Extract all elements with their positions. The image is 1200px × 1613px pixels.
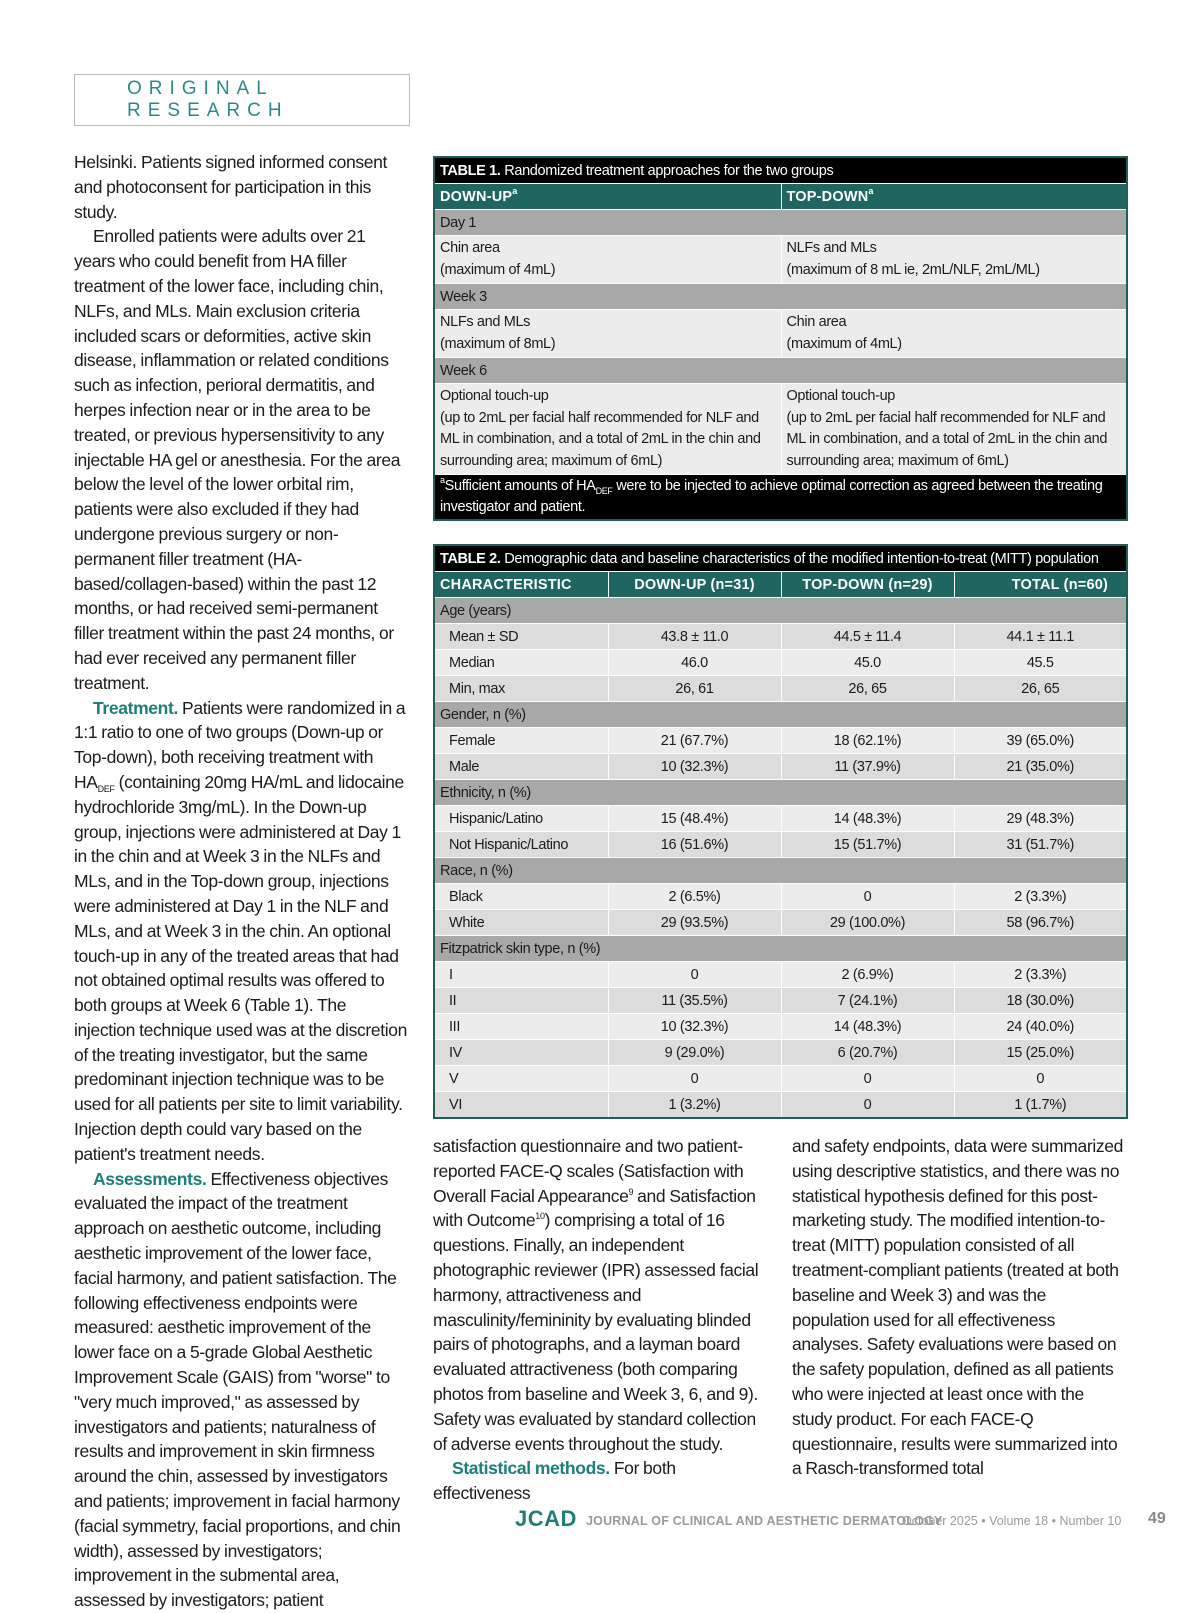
table-cell: 39 (65.0%) [954,728,1127,754]
table-1-footnote: $^a$Sufficient amounts of $HA_{DEF}$ were to be injected to achieve optimal correction as agreed between the treating investigator and patient. [434,475,1127,521]
row-label: Hispanic/Latino [434,806,608,832]
citation: 10 [535,1211,545,1222]
table-cell: 18 (30.0%) [954,988,1127,1014]
row-label: V [434,1066,608,1092]
middle-column [433,1134,769,1506]
table-cell: 15 (25.0%) [954,1040,1127,1066]
table-cell: Chin area (maximum of 4mL) [781,310,1127,358]
table-2-caption: TABLE 2. Demographic data and baseline characteristics of the modified intention-to-treat (MITT) population [434,545,1127,572]
table-cell: 10 (32.3%) [608,1014,781,1040]
col-header-down-up: DOWN-UP (n=31) [608,572,781,598]
page-footer [0,1506,1200,1536]
journal-name: JOURNAL OF CLINICAL AND AESTHETIC DERMATOLOGY [586,1514,943,1528]
group-row-ethnicity: Ethnicity, n (%) [434,780,1127,806]
table-cell: 2 (6.5%) [608,884,781,910]
table-cell: NLFs and MLs (maximum of 8mL) [434,310,781,358]
left-column [74,150,410,1613]
row-label: Male [434,754,608,780]
col-header-top-down: TOP-DOWN (n=29) [781,572,954,598]
row-label: I [434,962,608,988]
table-cell: 14 (48.3%) [781,806,954,832]
subscript: DEF [97,783,115,794]
table-cell: 1 (1.7%) [954,1092,1127,1119]
table-cell: 24 (40.0%) [954,1014,1127,1040]
page-number: 49 [1148,1510,1166,1527]
table-1-caption: TABLE 1. Randomized treatment approaches for the two groups [434,157,1127,184]
table-cell: 15 (51.7%) [781,832,954,858]
table-cell: 2 (3.3%) [954,962,1127,988]
treatment-paragraph [74,696,410,1167]
table-cell: 44.5 ± 11.4 [781,624,954,650]
row-label: III [434,1014,608,1040]
table-cell: 0 [781,1066,954,1092]
table-cell: Optional touch-up (up to 2mL per facial half recommended for NLF and ML in combination, and a total of 2mL in the chin and surrounding area; maximum of 6mL) [434,384,781,475]
row-label: Mean ± SD [434,624,608,650]
row-label: Not Hispanic/Latino [434,832,608,858]
group-row-week6: Week 6 [434,358,1127,384]
col-header-total: TOTAL (n=60) [954,572,1127,598]
statistical-methods-heading: Statistical methods. [452,1458,610,1479]
table-cell: 2 (3.3%) [954,884,1127,910]
table-cell: NLFs and MLs (maximum of 8 mL ie, 2mL/NLF, 2mL/ML) [781,236,1127,284]
row-label: Female [434,728,608,754]
statistical-methods-paragraph [433,1456,769,1506]
table-cell: 0 [608,1066,781,1092]
table-cell: 0 [608,962,781,988]
table-cell: 26, 61 [608,676,781,702]
paragraph: Helsinki. Patients signed informed consent and photoconsent for participation in this study. [74,152,388,222]
table-cell: 0 [954,1066,1127,1092]
table-cell: 11 (37.9%) [781,754,954,780]
paragraph: and safety endpoints, data were summarized using descriptive statistics, and there was no statistical hypothesis defined for this post-marketing study. The modified intention-to-treat (MITT) population consisted of all treatment-compliant patients (treated at both baseline and Week 3) and was the population used for all effectiveness analyses. Safety evaluations were based on the safety population, defined as all patients who were injected at least once with the study product. For each FACE-Q questionnaire, results were summarized into a Rasch-transformed total [792,1136,1124,1479]
issue-info: October 2025 • Volume 18 • Number 10 [902,1514,1122,1528]
row-label: VI [434,1092,608,1119]
table-cell: Optional touch-up (up to 2mL per facial half recommended for NLF and ML in combination, and a total of 2mL in the chin and surrounding area; maximum of 6mL) [781,384,1127,475]
group-row-week3: Week 3 [434,284,1127,310]
table-cell: 6 (20.7%) [781,1040,954,1066]
table-cell: 0 [781,884,954,910]
row-label: Median [434,650,608,676]
text-span: (containing 20mg HA/mL and lidocaine hydrochloride 3mg/mL). In the Down-up group, injections were administered at Day 1 in the chin and at Week 3 in the NLFs and MLs, and in the Top-down group, injections were administered at Day 1 in the NLF and MLs, and at Week 3 in the chin. An optional touch-up in any of the treated areas that had not obtained optimal results was offered to both groups at Week 6 (Table 1). The injection technique used was at the discretion of the treating investigator, but the same predominant injection technique was to be used for all patients per site to limit variability. Injection depth could vary based on the patient's treatment needs. [74,771,408,1164]
table-cell: 15 (48.4%) [608,806,781,832]
text-span: and Satisfaction with Outcome [433,1185,756,1231]
table-cell: 29 (93.5%) [608,910,781,936]
table-cell: 14 (48.3%) [781,1014,954,1040]
table-cell: 1 (3.2%) [608,1092,781,1119]
table-cell: 29 (48.3%) [954,806,1127,832]
table-cell: 7 (24.1%) [781,988,954,1014]
table-cell: 21 (35.0%) [954,754,1127,780]
text-span: For both effectiveness [433,1458,676,1504]
table-cell: 29 (100.0%) [781,910,954,936]
paragraph: Enrolled patients were adults over 21 years who could benefit from HA filler treatment of the lower face, including chin, NLFs, and MLs. Main exclusion criteria included scars or deformities, active skin disease, inflammation or related conditions such as infection, perioral dermatitis, and herpes infection near or in the area to be treated, or previous hypersensitivity to any injectable HA gel or anesthesia. For the area below the level of the lower orbital rim, patients were also excluded if they had undergone previous surgery or non-permanent filler treatment (HA-based/collagen-based) within the past 12 months, or had received semi-permanent filler treatment within the past 24 months, or had ever received any permanent filler treatment. [74,226,401,693]
row-label: White [434,910,608,936]
table-2 [433,544,1128,1119]
group-row-fitzpatrick: Fitzpatrick skin type, n (%) [434,936,1127,962]
group-row-gender: Gender, n (%) [434,702,1127,728]
table-cell: 45.0 [781,650,954,676]
row-label: IV [434,1040,608,1066]
text-span: satisfaction questionnaire and two patient-reported FACE-Q scales (Satisfaction with Overall Facial Appearance [433,1136,744,1206]
group-row-day1: Day 1 [434,210,1127,236]
paragraph [433,1134,769,1456]
table-cell: 9 (29.0%) [608,1040,781,1066]
col-header-top-down: TOP-DOWN$^a$ [781,184,1127,210]
table-cell: 46.0 [608,650,781,676]
assessments-paragraph [74,1167,410,1613]
section-label: ORIGINAL RESEARCH [74,74,410,126]
table-cell: 21 (67.7%) [608,728,781,754]
table-cell: 16 (51.6%) [608,832,781,858]
table-cell: 2 (6.9%) [781,962,954,988]
table-cell: 43.8 ± 11.0 [608,624,781,650]
treatment-heading: Treatment. [93,697,178,718]
table-cell: 11 (35.5%) [608,988,781,1014]
table-cell: 26, 65 [781,676,954,702]
table-cell: 18 (62.1%) [781,728,954,754]
col-header-down-up: DOWN-$UP^a$ [434,184,781,210]
text-span: Effectiveness objectives evaluated the impact of the treatment approach on aesthetic outcome, including aesthetic improvement of the lower face, facial harmony, and patient satisfaction. The following effectiveness endpoints were measured: aesthetic improvement of the lower face on a 5-grade Global Aesthetic Improvement Scale (GAIS) from "worse" to "very much improved," as assessed by investigators and patients; naturalness of results and improvement in skin firmness around the chin, assessed by investigators and patients; improvement in facial harmony (facial symmetry, facial proportions, and chin width), assessed by investigators; improvement in the submental area, assessed by investigators; patient [74,1168,401,1611]
journal-logo: JCAD [515,1506,577,1531]
group-row-age: Age (years) [434,598,1127,624]
citation: 9 [628,1186,634,1197]
col-header-characteristic: CHARACTERISTIC [434,572,608,598]
right-column [792,1134,1126,1481]
group-row-race: Race, n (%) [434,858,1127,884]
table-cell: 45.5 [954,650,1127,676]
table-cell: 58 (96.7%) [954,910,1127,936]
table-cell: 44.1 ± 11.1 [954,624,1127,650]
table-cell: 10 (32.3%) [608,754,781,780]
assessments-heading: Assessments. [93,1168,207,1189]
row-label: Black [434,884,608,910]
table-cell: 31 (51.7%) [954,832,1127,858]
text-span: Patients were randomized in a 1:1 ratio to one of two groups (Down-up or Top-down), both receiving treatment with HA [74,697,406,792]
table-cell: Chin area (maximum of 4mL) [434,236,781,284]
row-label: Min, max [434,676,608,702]
text-span: ) comprising a total of 16 questions. Finally, an independent photographic reviewer (IPR) assessed facial harmony, attractiveness and masculinity/femininity by evaluating blinded pairs of photographs, and a layman board evaluated attractiveness (both comparing photos from baseline and Week 3, 6, and 9). Safety was evaluated by standard collection of adverse events throughout the study. [433,1210,759,1454]
table-cell: 0 [781,1092,954,1119]
table-cell: 26, 65 [954,676,1127,702]
row-label: II [434,988,608,1014]
table-1 [433,156,1128,521]
